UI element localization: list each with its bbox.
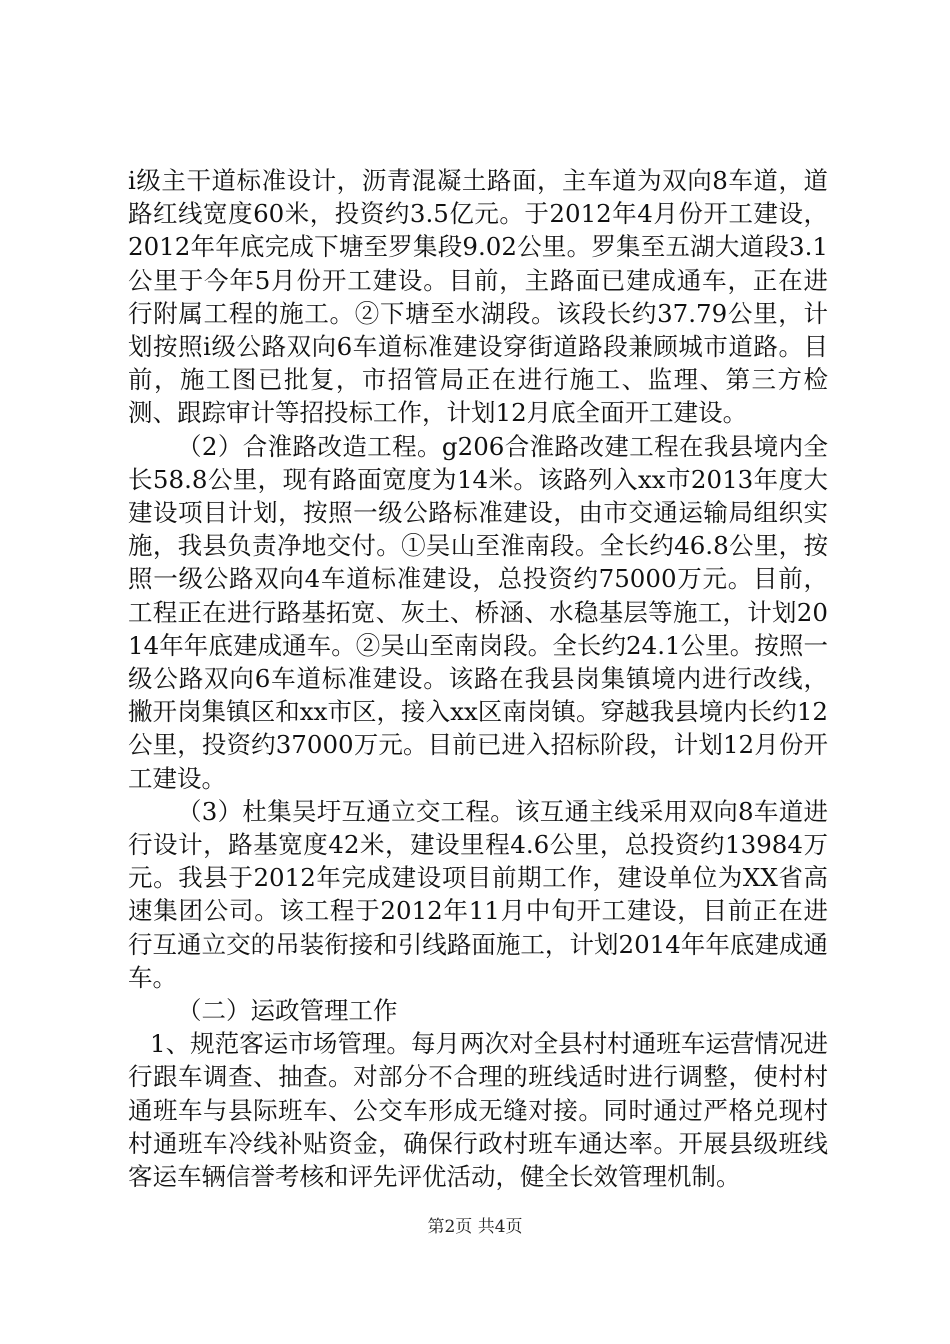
document-body: [128, 164, 828, 1193]
paragraph-passenger-market: 1、规范客运市场管理。每月两次对全县村村通班车运营情况进行跟车调查、抽查。对部分不合理的班线适时进行调整，使村村通班车与县际班车、公交车形成无缝对接。同时通过严格兑现村村通班车冷线补贴资金，确保行政村班车通达率。开展县级班线客运车辆信誉考核和评先评优活动，健全长效管理机制。: [128, 1029, 828, 1192]
paragraph-continuation: ⅰ级主干道标准设计，沥青混凝土路面，主车道为双向8车道，道路红线宽度60米，投资约3.5亿元。于2012年4月份开工建设，2012年年底完成下塘至罗集段9.02公里。罗集至五湖大道段3.1公里于今年5月份开工建设。目前，主路面已建成通车，正在进行附属工程的施工。②下塘至水湖段。该段长约37.79公里，计划按照ⅰ级公路双向6车道标准建设穿街道路段兼顾城市道路。目前，施工图已批复，市招管局正在进行施工、监理、第三方检测、跟踪审计等招投标工作，计划12月底全面开工建设。: [128, 166, 828, 428]
page-footer: 第2页 共4页: [427, 1217, 523, 1237]
paragraph-duji-wuxu-interchange: （3）杜集吴圩互通立交工程。该互通主线采用双向8车道进行设计，路基宽度42米，建设里程4.6公里，总投资约13984万元。我县于2012年完成建设项目前期工作，建设单位为XX省高速集团公司。该工程于2012年11月中旬开工建设，目前正在进行互通立交的吊装衔接和引线路面施工，计划2014年年底建成通车。: [128, 796, 828, 992]
section-heading-transport-admin: （二）运政管理工作: [177, 996, 398, 1026]
paragraph-hefei-huainan-road: （2）合淮路改造工程。g206合淮路改建工程在我县境内全长58.8公里，现有路面宽度为14米。该路列入xx市2013年度大建设项目计划，按照一级公路标准建设，由市交通运输局组织实施，我县负责净地交付。①吴山至淮南段。全长约46.8公里，按照一级公路双向4车道标准建设，总投资约75000万元。目前，工程正在进行路基拓宽、灰土、桥涵、水稳基层等施工，计划2014年年底建成通车。②吴山至南岗段。全长约24.1公里。按照一级公路双向6车道标准建设。该路在我县岗集镇境内进行改线，撇开岗集镇区和xx市区，接入xx区南岗镇。穿越我县境内长约12公里，投资约37000万元。目前已进入招标阶段，计划12月份开工建设。: [128, 431, 828, 793]
